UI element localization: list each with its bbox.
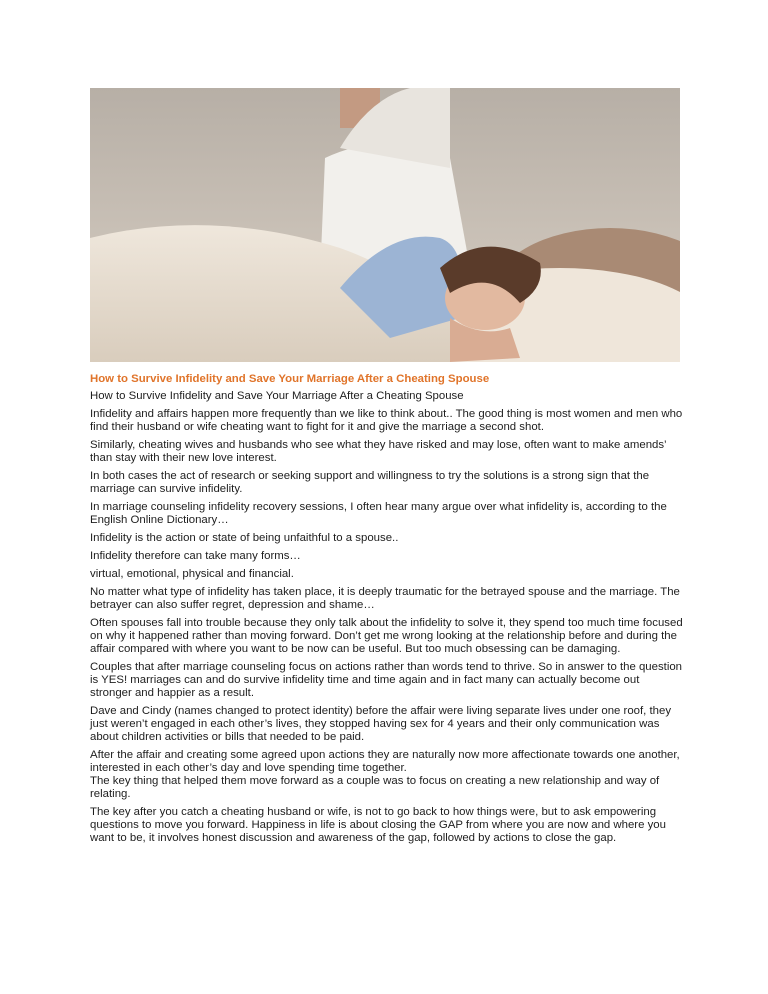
paragraph: Similarly, cheating wives and husbands who see what they have risked and may lose, often want to make amends’ than stay with their new love interest. [90,439,667,464]
couple-in-bed-illustration [90,88,680,362]
article-body [90,372,684,850]
paragraph: The key after you catch a cheating husband or wife, is not to go back to how things were, but to ask empowering questions to move you forward. Happiness in life is about closing the GAP from where you are now and where you want to be, it involves honest discussion and awareness of the gap, followed by actions to close the gap. [90,806,666,844]
paragraph: In marriage counseling infidelity recovery sessions, I often hear many argue over what infidelity is, according to the English Online Dictionary… [90,501,667,526]
article-title: How to Survive Infidelity and Save Your Marriage After a Cheating Spouse [90,373,490,385]
paragraph: No matter what type of infidelity has taken place, it is deeply traumatic for the betrayed spouse and the marriage. The betrayer can also suffer regret, depression and shame… [90,586,680,611]
paragraph-line: After the affair and creating some agreed upon actions they are naturally now more affectionate towards one another, interested in each other’s day and love spending time together. [90,749,680,774]
paragraph: virtual, emotional, physical and financial. [90,568,294,580]
paragraph: Infidelity therefore can take many forms… [90,550,301,562]
paragraph: Infidelity and affairs happen more frequently than we like to think about.. The good thing is most women and men who find their husband or wife cheating want to fight for it and give the marriage a second shot. [90,408,683,433]
paragraph: Often spouses fall into trouble because they only talk about the infidelity to solve it, they spend too much time focused on why it happened rather than moving forward. Don’t get me wrong looking at the relationship before and during the affair compared with where you want to be now can be useful. But too much obsessing can be damaging. [90,617,683,655]
paragraph: Couples that after marriage counseling focus on actions rather than words tend to thrive. So in answer to the question is YES! marriages can and do survive infidelity time and time again and in fact many can actually become out stronger and happier as a result. [90,661,683,699]
paragraph: In both cases the act of research or seeking support and willingness to try the solutions is a strong sign that the marriage can survive infidelity. [90,470,650,495]
paragraph-with-break [90,749,684,801]
article-photo [90,88,680,362]
paragraph: How to Survive Infidelity and Save Your Marriage After a Cheating Spouse [90,390,464,402]
paragraph-line: The key thing that helped them move forward as a couple was to focus on creating a new relationship and way of relating. [90,775,660,800]
paragraph: Dave and Cindy (names changed to protect identity) before the affair were living separate lives under one roof, they just weren’t engaged in each other’s lives, they stopped having sex for 4 years and their only communication was about children activities or bills that needed to be paid. [90,705,672,743]
paragraph: Infidelity is the action or state of being unfaithful to a spouse.. [90,532,399,544]
